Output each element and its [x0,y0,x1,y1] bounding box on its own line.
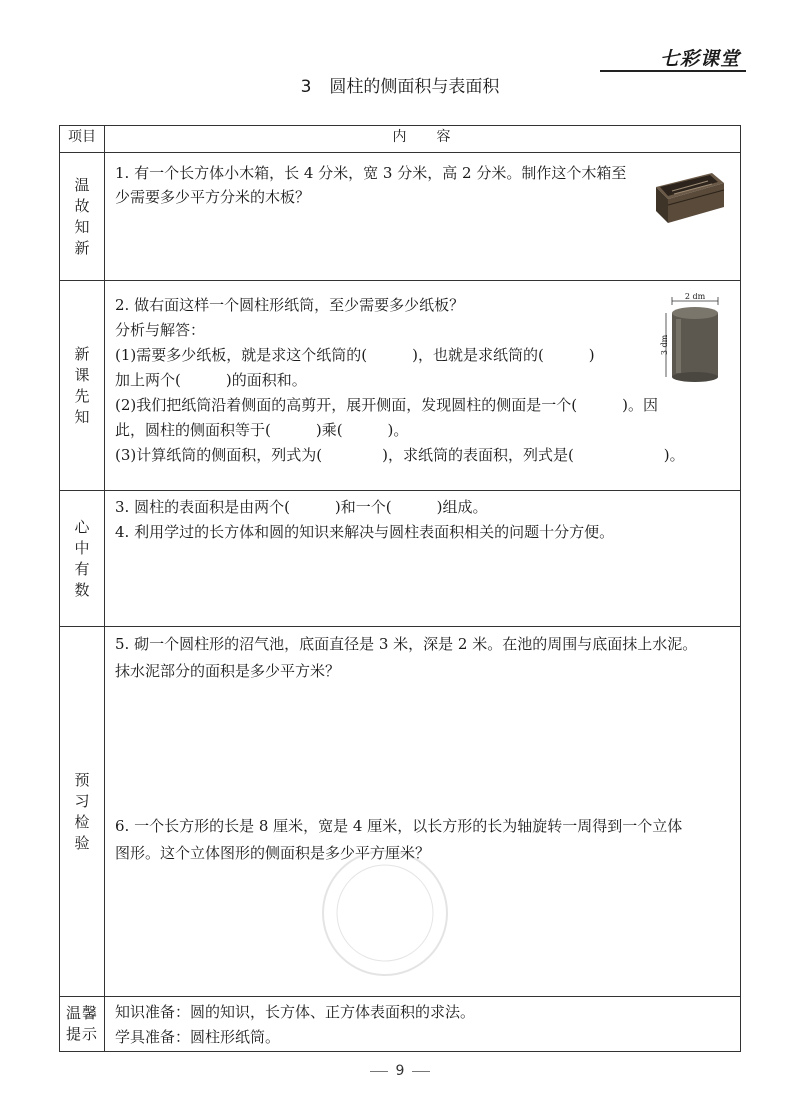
statement-4: 4. 利用学过的长方体和圆的知识来解决与圆柱表面积相关的问题十分方便。 [115,523,615,541]
row-label-summary: 心中有数 [60,491,105,627]
row-label-new-lesson: 新课先知 [60,281,105,491]
height-label: 3 dm [660,334,669,356]
tools-prep: 学具准备：圆柱形纸筒。 [115,1028,281,1046]
knowledge-prep: 知识准备：圆的知识，长方体、正方体表面积的求法。 [115,1003,476,1021]
page-number [0,1063,800,1079]
question-1: 1. 有一个长方体小木箱，长 4 分米，宽 3 分米，高 2 分米。制作这个木箱至少需要多少平方分米的木板？ [115,164,627,206]
diameter-label: 2 dm [684,293,706,301]
row-new-lesson [60,281,741,491]
cylinder-can-image [658,293,730,383]
q2-line: (3)计算纸筒的侧面积，列式为( )，求纸筒的表面积，列式是( )。 [115,446,685,464]
header-item: 项目 [60,126,105,153]
q2-line: 2. 做右面这样一个圆柱形纸筒，至少需要多少纸板？ [115,296,465,314]
row-summary [60,491,741,627]
q2-line: 此，圆柱的侧面积等于( )乘( )。 [115,421,409,439]
q6-line: 6. 一个长方形的长是 8 厘米，宽是 4 厘米，以长方形的长为轴旋转一周得到一个立体 [115,817,683,835]
new-lesson-content [105,281,741,491]
row-label-review: 温故知新 [60,153,105,281]
tips-label-top: 温馨 [65,1004,98,1022]
review-content [105,153,741,281]
brand-logo: 七彩课堂 [659,48,740,70]
lesson-number: 3 [300,77,312,97]
question-2 [105,281,740,468]
page-title [0,72,800,97]
wooden-box-image [652,165,726,227]
row-label-preview: 预习检验 [60,627,105,997]
row-review [60,153,741,281]
q2-line: (1)需要多少纸板，就是求这个纸筒的( )，也就是求纸筒的( ) [115,346,595,364]
header-content: 内容 [105,126,741,153]
q5-line: 抹水泥部分的面积是多少平方米？ [115,662,341,680]
q2-line: 分析与解答： [115,321,206,339]
q5-line: 5. 砌一个圆柱形的沼气池，底面直径是 3 米，深是 2 米。在池的周围与底面抹上水泥。 [115,635,698,653]
watermark-stamp [310,838,460,988]
q2-line: (2)我们把纸筒沿着侧面的高剪开，展开侧面，发现圆柱的侧面是一个( )。因 [115,396,658,414]
lesson-title: 圆柱的侧面积与表面积 [329,77,500,97]
q2-line: 加上两个( )的面积和。 [115,371,307,389]
row-tips [60,997,741,1052]
summary-content [105,491,741,627]
row-label-tips [60,997,105,1052]
question-5 [105,627,740,685]
tips-label-bottom: 提示 [65,1025,98,1043]
q6-line: 图形。这个立体图形的侧面积是多少平方厘米？ [115,844,431,862]
table-header-row [60,126,741,153]
page-number-text: 9 [395,1063,405,1079]
tips-content [105,997,741,1052]
question-3: 3. 圆柱的表面积是由两个( )和一个( )组成。 [115,498,488,516]
